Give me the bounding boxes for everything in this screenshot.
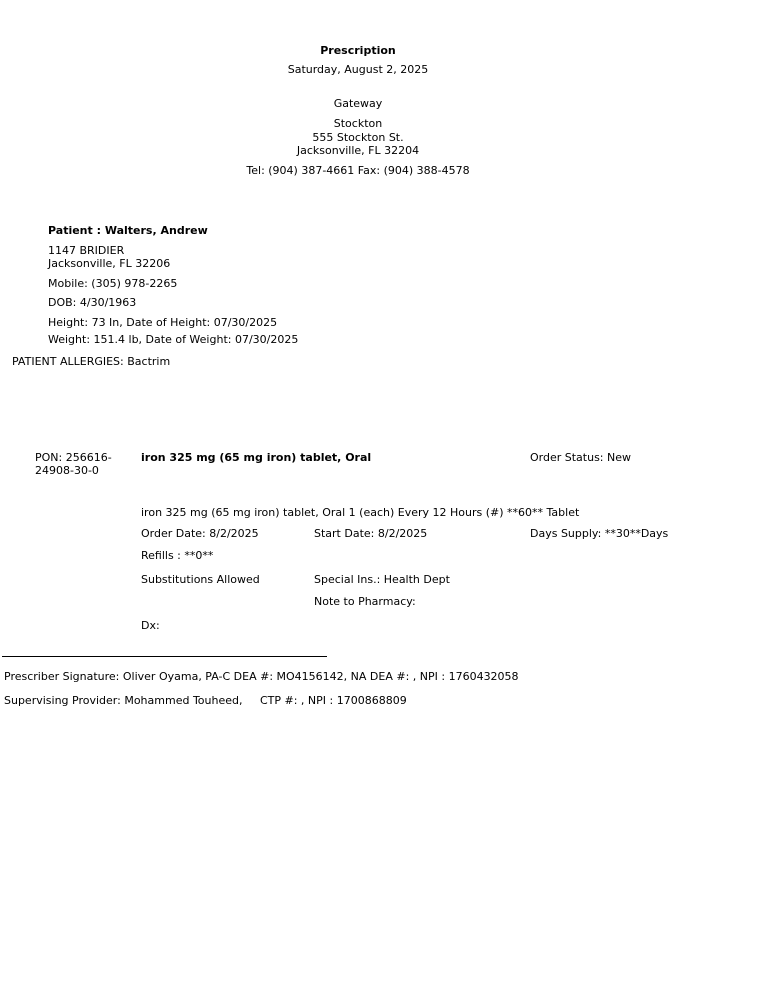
patient-weight: Weight: 151.4 lb, Date of Weight: 07/30/2025 [48,333,299,346]
pharmacy-name: Gateway [333,97,383,110]
pharmacy-city-state-zip: Jacksonville, FL 32204 [296,144,420,157]
order-refills: Refills : **0** [141,549,214,562]
page-title: Prescription [320,44,396,57]
patient-label: Patient : [48,224,101,237]
order-drug-title: iron 325 mg (65 mg iron) tablet, Oral [141,451,372,464]
pharmacy-street: 555 Stockton St. [312,131,404,144]
order-status: Order Status: New [530,451,632,464]
supervising-provider: Supervising Provider: Mohammed Touheed, CTP #: , NPI : 1700868809 [4,694,407,707]
order-date: Order Date: 8/2/2025 [141,527,259,540]
order-pon-line1: PON: 256616- [35,451,112,464]
patient-address-line1: 1147 BRIDIER [48,244,125,257]
patient-name: Walters, Andrew [104,224,208,237]
patient-heading [48,224,208,237]
order-special-instructions: Special Ins.: Health Dept [314,573,450,586]
order-start-date: Start Date: 8/2/2025 [314,527,428,540]
prescription-date: Saturday, August 2, 2025 [287,63,429,76]
order-sig: iron 325 mg (65 mg iron) tablet, Oral 1 (each) Every 12 Hours (#) **60** Tablet [141,506,580,519]
patient-dob: DOB: 4/30/1963 [48,296,137,309]
pharmacy-location: Stockton [333,117,383,130]
patient-allergies: PATIENT ALLERGIES: Bactrim [12,355,171,368]
order-dx: Dx: [141,619,160,632]
prescriber-signature: Prescriber Signature: Oliver Oyama, PA-C DEA #: MO4156142, NA DEA #: , NPI : 1760432058 [4,670,519,683]
order-note-to-pharmacy: Note to Pharmacy: [314,595,416,608]
patient-height: Height: 73 In, Date of Height: 07/30/2025 [48,316,278,329]
order-substitutions: Substitutions Allowed [141,573,260,586]
signature-line [2,656,327,657]
patient-mobile: Mobile: (305) 978-2265 [48,277,178,290]
order-pon-line2: 24908-30-0 [35,464,99,477]
patient-address-line2: Jacksonville, FL 32206 [48,257,171,270]
pharmacy-phone-fax: Tel: (904) 387-4661 Fax: (904) 388-4578 [246,164,470,177]
order-days-supply: Days Supply: **30**Days [530,527,669,540]
